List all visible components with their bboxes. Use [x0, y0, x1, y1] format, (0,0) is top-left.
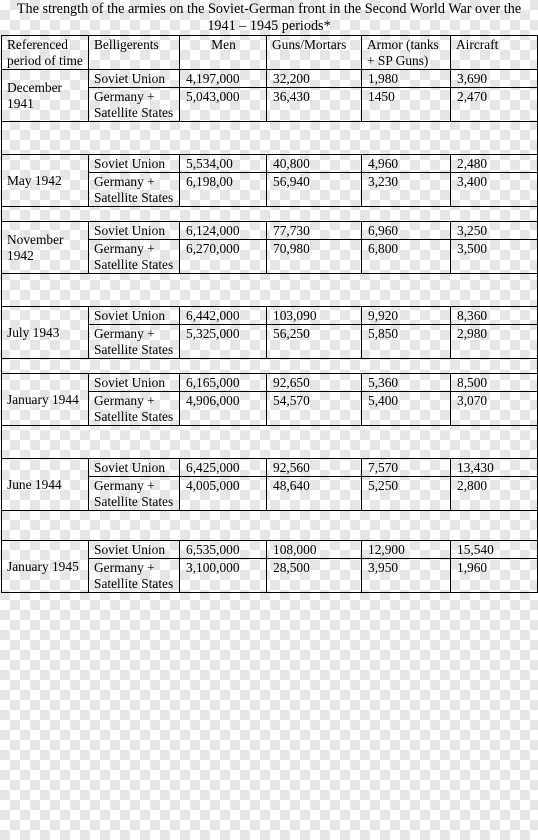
header-guns: Guns/Mortars — [267, 36, 362, 70]
spacer-row — [2, 511, 538, 541]
spacer-cell — [2, 122, 538, 155]
men-value: 6,198,00 — [180, 173, 267, 207]
spacer-row — [2, 426, 538, 459]
men-value: 6,425,000 — [180, 459, 267, 477]
men-value: 5,325,000 — [180, 325, 267, 359]
armor-value: 9,920 — [362, 307, 451, 325]
period-label: December 1941 — [2, 70, 89, 122]
guns-value: 36,430 — [267, 88, 362, 122]
aircraft-value: 3,070 — [451, 392, 538, 426]
guns-value: 56,940 — [267, 173, 362, 207]
armor-value: 5,850 — [362, 325, 451, 359]
spacer-row — [2, 359, 538, 374]
men-value: 4,906,000 — [180, 392, 267, 426]
spacer-cell — [2, 426, 538, 459]
period-label: November 1942 — [2, 222, 89, 274]
aircraft-value: 15,540 — [451, 541, 538, 559]
aircraft-value: 8,360 — [451, 307, 538, 325]
men-value: 6,124,000 — [180, 222, 267, 240]
guns-value: 92,650 — [267, 374, 362, 392]
header-belligerents: Belligerents — [89, 36, 180, 70]
army-strength-table — [1, 35, 538, 593]
armor-value: 3,950 — [362, 559, 451, 593]
guns-value: 48,640 — [267, 477, 362, 511]
spacer-cell — [2, 359, 538, 374]
aircraft-value: 2,480 — [451, 155, 538, 173]
aircraft-value: 3,400 — [451, 173, 538, 207]
guns-value: 70,980 — [267, 240, 362, 274]
spacer-row — [2, 122, 538, 155]
aircraft-value: 13,430 — [451, 459, 538, 477]
men-value: 6,442,000 — [180, 307, 267, 325]
period-label: January 1945 — [2, 541, 89, 593]
guns-value: 54,570 — [267, 392, 362, 426]
guns-value: 92,560 — [267, 459, 362, 477]
armor-value: 1,980 — [362, 70, 451, 88]
aircraft-value: 3,690 — [451, 70, 538, 88]
period-label: January 1944 — [2, 374, 89, 426]
spacer-cell — [2, 511, 538, 541]
spacer-row — [2, 207, 538, 222]
spacer-cell — [2, 274, 538, 307]
men-value: 6,270,000 — [180, 240, 267, 274]
belligerent: Soviet Union — [89, 459, 180, 477]
belligerent: Soviet Union — [89, 541, 180, 559]
men-value: 5,534,00 — [180, 155, 267, 173]
belligerent: Germany + Satellite States — [89, 325, 180, 359]
belligerent: Soviet Union — [89, 70, 180, 88]
spacer-cell — [2, 207, 538, 222]
men-value: 4,197,000 — [180, 70, 267, 88]
belligerent: Soviet Union — [89, 307, 180, 325]
belligerent: Soviet Union — [89, 155, 180, 173]
armor-value: 6,800 — [362, 240, 451, 274]
guns-value: 77,730 — [267, 222, 362, 240]
guns-value: 108,000 — [267, 541, 362, 559]
belligerent: Germany + Satellite States — [89, 392, 180, 426]
belligerent: Soviet Union — [89, 222, 180, 240]
belligerent: Germany + Satellite States — [89, 559, 180, 593]
men-value: 6,535,000 — [180, 541, 267, 559]
period-label: May 1942 — [2, 155, 89, 207]
aircraft-value: 1,960 — [451, 559, 538, 593]
aircraft-value: 2,800 — [451, 477, 538, 511]
armor-value: 3,230 — [362, 173, 451, 207]
header-men: Men — [180, 36, 267, 70]
guns-value: 32,200 — [267, 70, 362, 88]
men-value: 5,043,000 — [180, 88, 267, 122]
belligerent: Germany + Satellite States — [89, 173, 180, 207]
belligerent: Germany + Satellite States — [89, 88, 180, 122]
aircraft-value: 3,500 — [451, 240, 538, 274]
armor-value: 4,960 — [362, 155, 451, 173]
men-value: 3,100,000 — [180, 559, 267, 593]
men-value: 4,005,000 — [180, 477, 267, 511]
header-armor: Armor (tanks + SP Guns) — [362, 36, 451, 70]
header-period: Referenced period of time — [2, 36, 89, 70]
men-value: 6,165,000 — [180, 374, 267, 392]
table-row — [2, 459, 538, 477]
aircraft-value: 2,470 — [451, 88, 538, 122]
table-row — [2, 155, 538, 173]
guns-value: 103,090 — [267, 307, 362, 325]
table-title: The strength of the armies on the Soviet-German front in the Second World War over the 1941 – 1945 periods* — [16, 1, 522, 34]
aircraft-value: 2,980 — [451, 325, 538, 359]
table-body — [2, 70, 538, 593]
table-row — [2, 541, 538, 559]
header-aircraft: Aircraft — [451, 36, 538, 70]
armor-value: 7,570 — [362, 459, 451, 477]
header-row — [2, 36, 538, 70]
belligerent: Germany + Satellite States — [89, 477, 180, 511]
aircraft-value: 3,250 — [451, 222, 538, 240]
armor-value: 5,250 — [362, 477, 451, 511]
spacer-row — [2, 274, 538, 307]
table-row — [2, 222, 538, 240]
guns-value: 28,500 — [267, 559, 362, 593]
armor-value: 5,360 — [362, 374, 451, 392]
period-label: June 1944 — [2, 459, 89, 511]
table-row — [2, 70, 538, 88]
armor-value: 1450 — [362, 88, 451, 122]
belligerent: Germany + Satellite States — [89, 240, 180, 274]
aircraft-value: 8,500 — [451, 374, 538, 392]
period-label: July 1943 — [2, 307, 89, 359]
guns-value: 40,800 — [267, 155, 362, 173]
armor-value: 12,900 — [362, 541, 451, 559]
armor-value: 5,400 — [362, 392, 451, 426]
guns-value: 56,250 — [267, 325, 362, 359]
table-row — [2, 307, 538, 325]
armor-value: 6,960 — [362, 222, 451, 240]
belligerent: Soviet Union — [89, 374, 180, 392]
table-row — [2, 374, 538, 392]
